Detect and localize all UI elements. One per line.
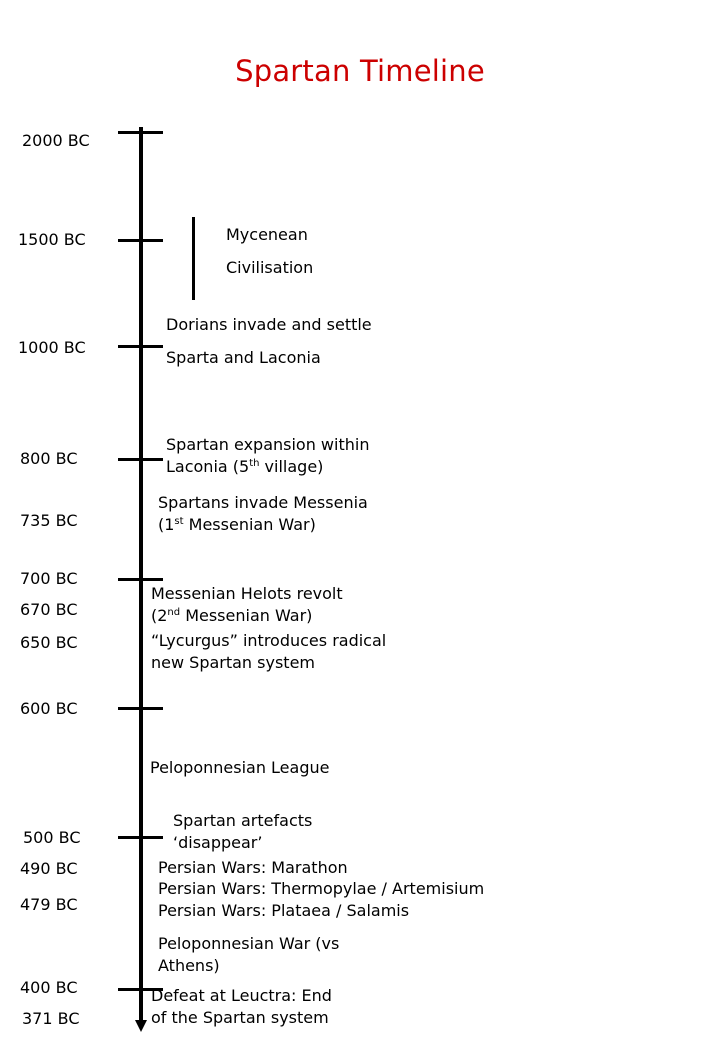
event-thermopylae — [158, 878, 484, 900]
event-plataea — [158, 900, 409, 922]
event-line: Mycenean — [226, 225, 308, 244]
date-label: 1000 BC — [18, 338, 86, 357]
event-peloponnesian-war — [158, 933, 339, 977]
event-leuctra — [151, 985, 332, 1029]
mycenean-period-bar — [192, 217, 195, 300]
event-line: Persian Wars: Marathon — [158, 858, 348, 877]
event-line: Persian Wars: Thermopylae / Artemisium — [158, 879, 485, 898]
event-line: Dorians invade and settle — [166, 315, 372, 334]
date-label: 650 BC — [20, 633, 78, 652]
tick-mark — [118, 578, 163, 581]
date-label: 600 BC — [20, 699, 78, 718]
date-label: 2000 BC — [22, 131, 90, 150]
date-label: 670 BC — [20, 600, 78, 619]
tick-mark — [118, 239, 163, 242]
date-label: 479 BC — [20, 895, 78, 914]
date-label: 1500 BC — [18, 230, 86, 249]
date-label: 735 BC — [20, 511, 78, 530]
date-label: 700 BC — [20, 569, 78, 588]
event-line: new Spartan system — [151, 653, 315, 672]
event-line: Peloponnesian War (vs — [158, 934, 340, 953]
event-line: ‘disappear’ — [173, 833, 263, 852]
date-label: 400 BC — [20, 978, 78, 997]
page-title: Spartan Timeline — [235, 54, 485, 88]
event-line: “Lycurgus” introduces radical — [151, 631, 387, 650]
timeline-axis — [139, 127, 143, 1022]
event-marathon — [158, 857, 348, 879]
tick-mark — [118, 131, 163, 134]
date-label: 371 BC — [22, 1009, 80, 1028]
event-second-messenian — [151, 583, 343, 627]
event-line: Spartans invade Messenia — [158, 493, 368, 512]
event-line: Spartan artefacts — [173, 811, 313, 830]
event-line: (1st Messenian War) — [158, 515, 316, 534]
event-first-messenian — [158, 492, 368, 536]
date-label: 800 BC — [20, 449, 78, 468]
event-line: Defeat at Leuctra: End — [151, 986, 332, 1005]
event-line: (2nd Messenian War) — [151, 606, 313, 625]
date-label: 490 BC — [20, 859, 78, 878]
event-line: Peloponnesian League — [150, 758, 330, 777]
event-line: Spartan expansion within — [166, 435, 370, 454]
event-line: Civilisation — [226, 258, 314, 277]
event-artefacts — [173, 810, 312, 854]
event-expansion — [166, 434, 369, 478]
event-lycurgus — [151, 630, 386, 674]
event-dorians-2 — [166, 347, 321, 369]
arrow-down-icon — [135, 1020, 147, 1032]
date-label: 500 BC — [23, 828, 81, 847]
event-line: Messenian Helots revolt — [151, 584, 343, 603]
event-line: Athens) — [158, 956, 220, 975]
event-line: Laconia (5th village) — [166, 457, 324, 476]
event-peloponnesian-league — [150, 757, 329, 779]
event-line: Sparta and Laconia — [166, 348, 321, 367]
event-mycenean — [226, 224, 308, 246]
tick-mark — [118, 458, 163, 461]
event-line: Persian Wars: Plataea / Salamis — [158, 901, 410, 920]
event-dorians-1 — [166, 314, 372, 336]
event-line: of the Spartan system — [151, 1008, 329, 1027]
tick-mark — [118, 836, 163, 839]
event-civilisation — [226, 257, 313, 279]
tick-mark — [118, 707, 163, 710]
tick-mark — [118, 345, 163, 348]
